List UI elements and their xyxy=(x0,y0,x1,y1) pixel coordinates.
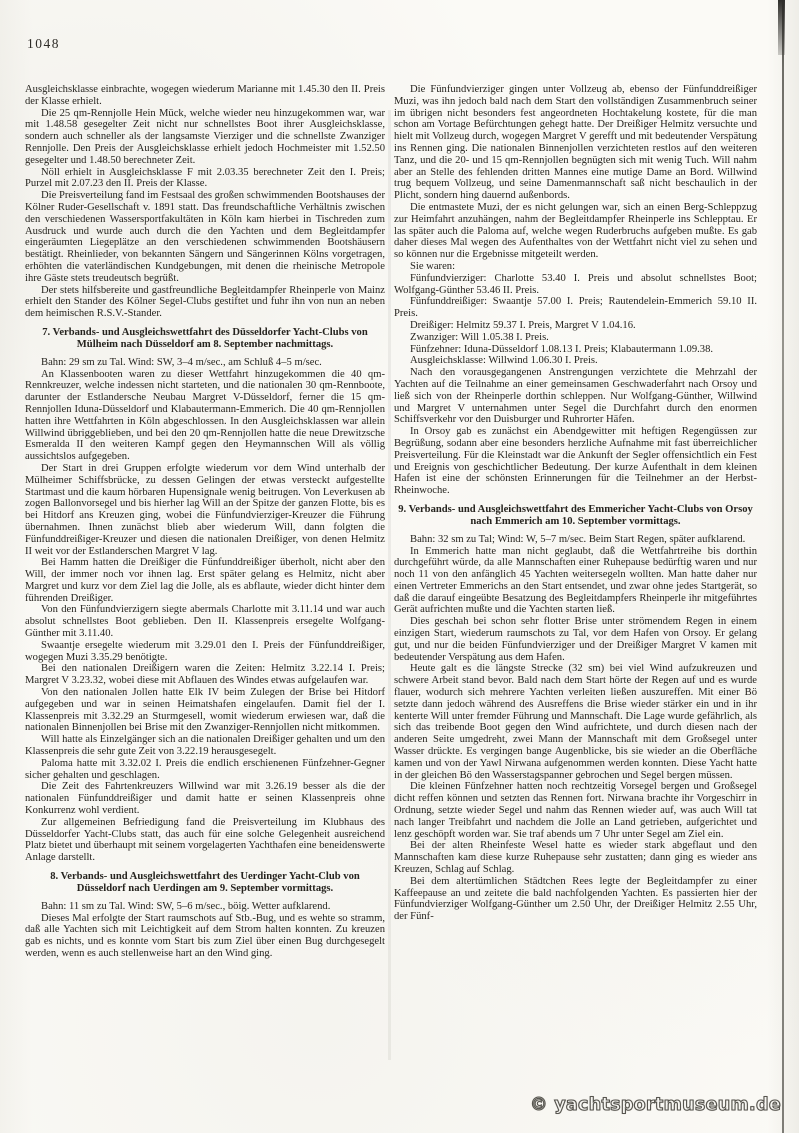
paragraph: Von den nationalen Jollen hatte Elk IV beim Zulegen der Brise bei Hitdorf aufgegeben und war in seinen Heimatshafen eingelaufen. Damit fiel der I. Klassenpreis mit 3.32.29 an Sturmgesell, womit wiederum erwiesen war, daß die nationalen Binnenjollen bei Brise mit den Zwanziger-Rennjollen nicht mitkommen. xyxy=(25,687,385,734)
paragraph: Zwanziger: Will 1.05.38 I. Preis. xyxy=(410,331,549,343)
paragraph: Von den Fünfundvierzigern siegte abermals Charlotte mit 3.11.14 und war auch absolut schnellstes Boot geblieben. Den II. Klassenpreis ersegelte Wolfgang-Günther mit 3.11.40. xyxy=(25,604,385,640)
paragraph: Bei der alten Rheinfeste Wesel hatte es wieder stark abgeflaut und den Mannschaften kam diese kurze Ruhepause sehr zustatten; dann ging es wieder ans Kreuzen, Schlag auf Schlag. xyxy=(394,840,757,876)
paragraph: Zur allgemeinen Befriedigung fand die Preisverteilung im Klubhaus des Düsseldorfer Yacht-Clubs statt, das auch für eine solche Gelegenheit ausreichend Platz bietet und überhaupt mit seinem vorgelagerten Yachthafen eine beneidenswerte Anlage darstellt. xyxy=(25,816,385,864)
paragraph: Der stets hilfsbereite und gastfreundliche Begleitdampfer Rheinperle von Mainz erhielt den Stander des Kölner Segel-Clubs gestiftet und fuhr ihn von nun an neben dem heimischen R.S.V.-Stander. xyxy=(25,284,385,320)
paragraph: Die Fünfundvierziger gingen unter Vollzeug ab, ebenso der Fünfunddreißiger Muzi, was ihn jedoch bald nach dem Start den vollständigen Zusammenbruch seiner im übrigen nicht besonders fest angeordneten Hochtakelung kostete, für die man schon am Vortage Befürchtungen gehegt hatte. Der Dreißiger Helmitz versuchte und hielt mit Vollzeug durch, wogegen Margret V gerefft und mit bedeutender Verspätung ins Rennen ging. Die nationalen Binnenjollen verzichteten restlos auf den weiteren Tanz, und die 20- und 15 qm-Rennjollen begnügten sich mit wenig Tuch. Will nahm aber an Stelle des fehlenden dritten Mannes eine mutige Dame an Bord. Willwind trug bequem Vollzeug, und seine Damenmannschaft saß nicht beschaulich in der Plicht, sondern hing dauernd außenbords. xyxy=(394,84,757,202)
page-edge-corner-shadow xyxy=(778,0,785,55)
paragraph: Dreißiger: Helmitz 59.37 I. Preis, Margret V 1.04.16. xyxy=(410,319,636,331)
paragraph: Will hatte als Einzelgänger sich an die nationalen Dreißiger gehalten und um den Klassenpreis die sehr gute Zeit von 3.22.19 herausgesegelt. xyxy=(25,734,385,758)
paragraph: Die kleinen Fünfzehner hatten noch rechtzeitig Vorsegel bergen und Großsegel dicht reffen können und setzten das Rennen fort. Nirwana brachte ihr Vorgeschirr in Ordnung, setzte wieder Segel und nahm das Rennen wieder auf, was auch Will tat nach langer Treibfahrt und nachdem die Jolle an Land getrieben, aufgerichtet und lenz geschöpft worden war. Sie traf abends um 7 Uhr unter Segel am Ziel ein. xyxy=(394,781,757,840)
paragraph: Fünfundvierziger: Charlotte 53.40 I. Preis und absolut schnellstes Boot; Wolfgang-Günther 53.46 II. Preis. xyxy=(394,272,757,296)
paragraph: Die entmastete Muzi, der es nicht gelungen war, sich an einen Berg-Schleppzug zur Heimfahrt anzuhängen, nahm der Begleitdampfer Rheinperle ins Schlepptau. Er las später auch die Paloma auf, welche wegen Ruderbruchs aufgeben mußte. Es gab daher dieses Mal wegen des Aufenthaltes von der Wettfahrt nicht viel zu sehen und so können nur die Ergebnisse mitgeteilt werden. xyxy=(394,201,757,261)
paragraph: Der Start in drei Gruppen erfolgte wiederum vor dem Wind unterhalb der Mülheimer Schiffsbrücke, zu dessen Gelingen der etwas versteckt aufgestellte Startmast und die kaum hörbaren Hupensignale wenig beitrugen. Von Leverkusen ab zogen Ballonvorsegel und bis hierher lag Will an der Spitze der ganzen Flotte, bis es bei Hitdorf ans Kreuzen ging, wobei die Fünfundvierziger-Kreuzer die Führung übernahmen. Ihnen zunächst blieb aber wiederum Will, dann folgten die Fünfunddreißiger-Kreuzer und diesen die nationalen Dreißiger, von denen Helmitz II weit vor der Estlanderschen Margret V lag. xyxy=(25,462,385,557)
section-heading: 9. Verbands- und Ausgleichswettfahrt des Emmericher Yacht-Clubs von Orsoy nach Emmerich am 10. September vormittags. xyxy=(398,503,753,528)
paragraph: Die Zeit des Fahrtenkreuzers Willwind war mit 3.26.19 besser als die der nationalen Fünfunddreißiger und damit hatte er seinen Klassenpreis ohne Konkurrenz wohl verdient. xyxy=(25,781,385,817)
page-number: 1048 xyxy=(27,36,60,51)
paragraph: Nach den vorausgegangenen Anstrengungen verzichtete die Mehrzahl der Yachten auf die Teilnahme an einer gemeinsamen Geschwaderfahrt nach Orsoy und ließ sich von der Rheinperle dorthin schleppen. Nur Wolfgang-Günther, Willwind und Margret V unternahmen unter Segel die Durchfahrt durch den enormen Schiffsverkehr vor den Duisburger und Ruhrorter Häfen. xyxy=(394,367,757,426)
paragraph: Dies geschah bei schon sehr flotter Brise unter strömendem Regen in einem einzigen Start, wiederum raumschots zu Tal, vor dem Hafen von Orsoy. Er gelang gut, und nur die beiden Fünfundvierziger und der Dreißiger Margret V kamen mit bedeutender Verspätung aus dem Hafen. xyxy=(394,616,757,663)
paragraph: Swaantje ersegelte wiederum mit 3.29.01 den I. Preis der Fünfunddreißiger, wogegen Muzi 3.35.29 benötigte. xyxy=(25,639,385,663)
section-heading: 8. Verbands- und Ausgleichswettfahrt des Uerdinger Yacht-Club von Düsseldorf nach Uerdingen am 9. September vormittags. xyxy=(50,871,360,895)
paragraph: Ausgleichsklasse: Willwind 1.06.30 I. Preis. xyxy=(410,355,598,367)
page-edge-line xyxy=(782,0,784,1133)
section-heading: 7. Verbands- und Ausgleichswettfahrt des Düsseldorfer Yacht-Clubs von Mülheim nach Düsseldorf am 8. September nachmittags. xyxy=(42,326,368,351)
paragraph: Heute galt es die längste Strecke (32 sm) bei viel Wind aufzukreuzen und schwere Arbeit stand bevor. Bald nach dem Start hörte der Regen auf und es wurde flauer, wodurch sich mehrere Yachten verleiten ließen auszureffen. Mit einer Bö setzte dann jedoch während des Ausreffens die Brise wieder stärker ein und in ihr kenterte Will unter fremder Führung und Mannschaft. Die Lage wurde gefährlich, als sich das treibende Boot gegen den Wind aufrichtete, und durch diesen nach der anderen Seite umgedreht, zwei Mann der Mannschaft mit dem Großsegel unter Wasser drückte. Es vergingen bange Augenblicke, bis sie wieder an die Oberfläche kamen und von der Yawl Nirwana aufgenommen werden konnten. Diese Yacht hatte in der gleichen Bö den Wasserstagspanner gebrochen und Segel bergen müssen. xyxy=(394,663,757,781)
paragraph: Dieses Mal erfolgte der Start raumschots auf Stb.-Bug, und es wehte so stramm, daß alle Yachten sich mit Leichtigkeit auf dem Strom halten konnten. Zu kreuzen gab es nichts, und es konnte vom Start bis zum Ziel über einen Bug durchgesegelt werden, wenn es auch stellenweise hart an den Wind ging. xyxy=(25,912,385,960)
paragraph: Bei Hamm hatten die Dreißiger die Fünfunddreißiger überholt, nicht aber den Will, der immer noch vor ihnen lag. Erst später gelang es Helmitz, nicht aber Margret und kurz vor dem Ziel lag die Jolle, als es abflaute, wieder dicht hinter dem führenden Dreißiger. xyxy=(25,557,385,604)
paragraph: Die 25 qm-Rennjolle Hein Mück, welche wieder neu hinzugekommen war, war mit 1.48.58 gesegelter Zeit nicht nur schnellstes Boot ihrer Ausgleichsklasse, sondern auch schneller als der langsamste Vierziger und die schnellste Zwanziger Rennjolle. Den Preis der Ausgleichsklasse erhielt jedoch Hochmeister mit 1.52.50 gesegelter und 1.48.50 berechneter Zeit. xyxy=(25,107,385,166)
paragraph: Fünfunddreißiger: Swaantje 57.00 I. Preis; Rautendelein-Emmerich 59.10 II. Preis. xyxy=(394,296,757,320)
paragraph: Fünfzehner: Iduna-Düsseldorf 1.08.13 I. Preis; Klabautermann 1.09.38. xyxy=(410,343,714,355)
left-column xyxy=(25,84,385,960)
paragraph: Bei den nationalen Dreißigern waren die Zeiten: Helmitz 3.22.14 I. Preis; Margret V 3.23.32, wobei diese mit Abflauen des Windes etwas aufgelaufen war. xyxy=(25,663,385,687)
column-gutter-shadow xyxy=(388,110,391,1060)
right-column xyxy=(394,84,757,923)
paragraph: Bahn: 32 sm zu Tal; Wind: W, 5–7 m/sec. Beim Start Regen, später aufklarend. xyxy=(410,533,746,545)
paragraph: Bahn: 11 sm zu Tal. Wind: SW, 5–6 m/sec., böig. Wetter aufklarend. xyxy=(41,900,331,912)
paragraph: In Emmerich hatte man nicht geglaubt, daß die Wettfahrtreihe bis dorthin durchgeführt würde, da alle Mannschaften einer Ruhepause bedürftig waren und nur noch 11 von den anfänglich 45 Yachten weitersegeln wollten. Man hatte daher nur einen Vertreter Emmerichs an den Start entsendet, und zwar ohne jedes Startgerät, so daß die darauf eingeübte Besatzung des Begleitdampfers Rheinperle ihr mitgeführtes Gerät aufrichten mußte und die Yachten starten ließ. xyxy=(394,545,757,616)
paragraph: In Orsoy gab es zunächst ein Abendgewitter mit heftigen Regengüssen zur Begrüßung, sodann aber eine besonders herzliche Aufnahme mit fast überreichlicher Preisverteilung. Für die Kleinstadt war die Ankunft der Segler offensichtlich ein Fest und Ereignis von geschichtlicher Bedeutung. Der kurze Aufenthalt in dem kleinen Hafen ist eine der schönsten Erinnerungen für die Teilnehmer an der Herbst-Rheinwoche. xyxy=(394,426,757,497)
paragraph: Sie waren: xyxy=(410,260,456,272)
paragraph: Bahn: 29 sm zu Tal. Wind: SW, 3–4 m/sec., am Schluß 4–5 m/sec. xyxy=(41,356,322,368)
paragraph: Paloma hatte mit 3.32.02 I. Preis die endlich erschienenen Fünfzehner-Gegner sicher gehalten und geschlagen. xyxy=(25,757,385,781)
paragraph: Ausgleichsklasse einbrachte, wogegen wiederum Marianne mit 1.45.30 den II. Preis der Klasse erhielt. xyxy=(25,84,385,107)
paragraph: Die Preisverteilung fand im Festsaal des großen schwimmenden Bootshauses der Kölner Ruder-Gesellschaft v. 1891 statt. Das freundschaftliche Verhältnis zwischen den verschiedenen Wassersportfakultäten in Köln kam hierbei in Tischreden zum Ausdruck und wurde auch durch die den Yachten und dem Begleitdampfer eingeräumten Liegeplätze an den verschiedenen schwimmenden Bootshäusern bestätigt. Rheinlieder, von bekannten Sängern und Sängerinnen Kölns vorgetragen, erhöhten die vaterländischen Kundgebungen, mit denen die rheinische Metropole ihre Gäste stets treudeutsch begrüßt. xyxy=(25,190,385,284)
watermark: © yachtsportmuseum.de xyxy=(530,1095,781,1115)
paragraph: Bei dem altertümlichen Städtchen Rees legte der Begleitdampfer zu einer Kaffeepause an und zeitete die bald nachfolgenden Yachten. Es passierten hier der Fünfundvierziger Wolfgang-Günther um 2.50 Uhr, der Dreißiger Helmitz 2.55 Uhr, der Fünf- xyxy=(394,875,757,923)
paragraph: Nöll erhielt in Ausgleichsklasse F mit 2.03.35 berechneter Zeit den I. Preis; Purzel mit 2.07.23 den II. Preis der Klasse. xyxy=(25,166,385,190)
paragraph: An Klassenbooten waren zu dieser Wettfahrt hinzugekommen die 40 qm-Rennkreuzer, welche indessen nicht starteten, und die nationalen 30 qm-Rennboote, darunter der Estlandersche Neubau Margret V-Düsseldorf, ferner die 15 qm-Rennjollen Iduna-Düsseldorf und Klabautermann-Emmerich. Die 40 qm-Rennjollen hatten ihre Wettfahrten in Köln abgeschlossen. In den Ausgleichsklassen war allein Willwind übriggeblieben, und bei den 20 qm-Rennjollen hatte die neue Drewitzsche Esmeralda II den weiteren Kampf gegen den Heymannschen Will als völlig aussichtslos aufgegeben. xyxy=(25,368,385,463)
